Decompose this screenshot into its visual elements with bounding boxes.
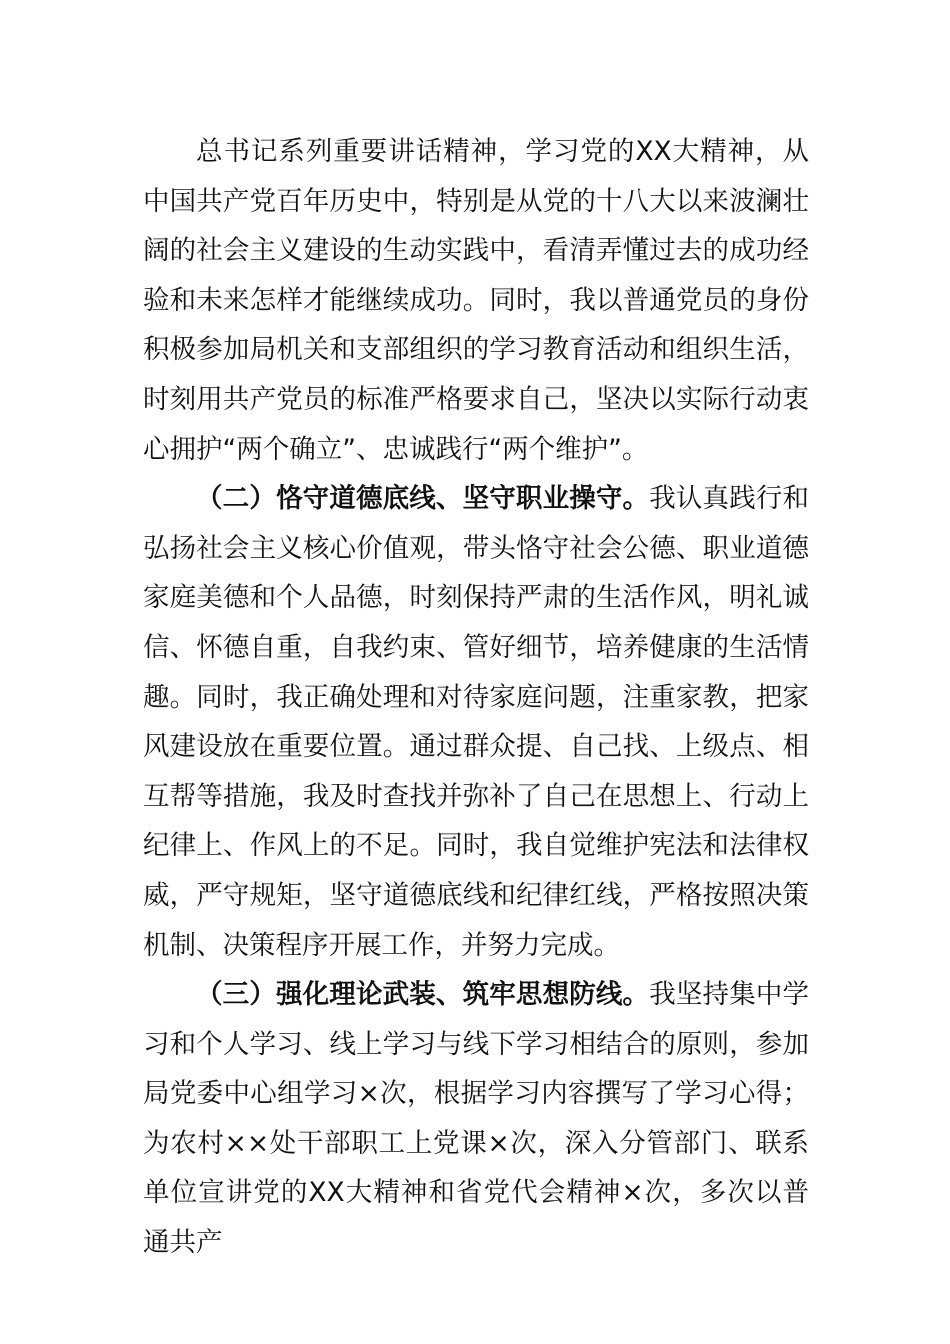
section-heading-3: （三）强化理论武装、筑牢思想防线。 [196,979,650,1011]
paragraph-3-text: 我坚持集中学习和个人学习、线上学习与线下学习相结合的原则，参加局党委中心组学习×次，根据学习内容撰写了学习心得；为农村××处干部职工上党课×次，深入分管部门、联系单位宣讲党的XX大精神和省党代会精神×次，多次以普通共产 [143,979,810,1259]
section-heading-2: （二）恪守道德底线、坚守职业操守。 [196,483,650,515]
document-body [143,127,809,1268]
paragraph-1 [143,127,809,474]
paragraph-1-text: 总书记系列重要讲话精神，学习党的XX大精神，从中国共产党百年历史中，特别是从党的十八大以来波澜壮阔的社会主义建设的生动实践中，看清弄懂过去的成功经验和未来怎样才能继续成功。同时，我以普通党员的身份积极参加局机关和支部组织的学习教育活动和组织生活，时刻用共产党员的标准严格要求自己，坚决以实际行动衷心拥护“两个确立”、忠诚践行“两个维护”。 [143,136,809,465]
paragraph-2-text: 我认真践行和弘扬社会主义核心价值观，带头恪守社会公德、职业道德家庭美德和个人品德，时刻保持严肃的生活作风，明礼诚信、怀德自重，自我约束、管好细节，培养健康的生活情趣。同时，我正确处理和对待家庭问题，注重家教，把家风建设放在重要位置。通过群众提、自己找、上级点、相互帮等措施，我及时查找并弥补了自己在思想上、行动上纪律上、作风上的不足。同时，我自觉维护宪法和法律权威，严守规矩，坚守道德底线和纪律红线，严格按照决策机制、决策程序开展工作，并努力完成。 [143,483,810,961]
paragraph-3 [143,970,809,1268]
paragraph-2 [143,474,809,970]
